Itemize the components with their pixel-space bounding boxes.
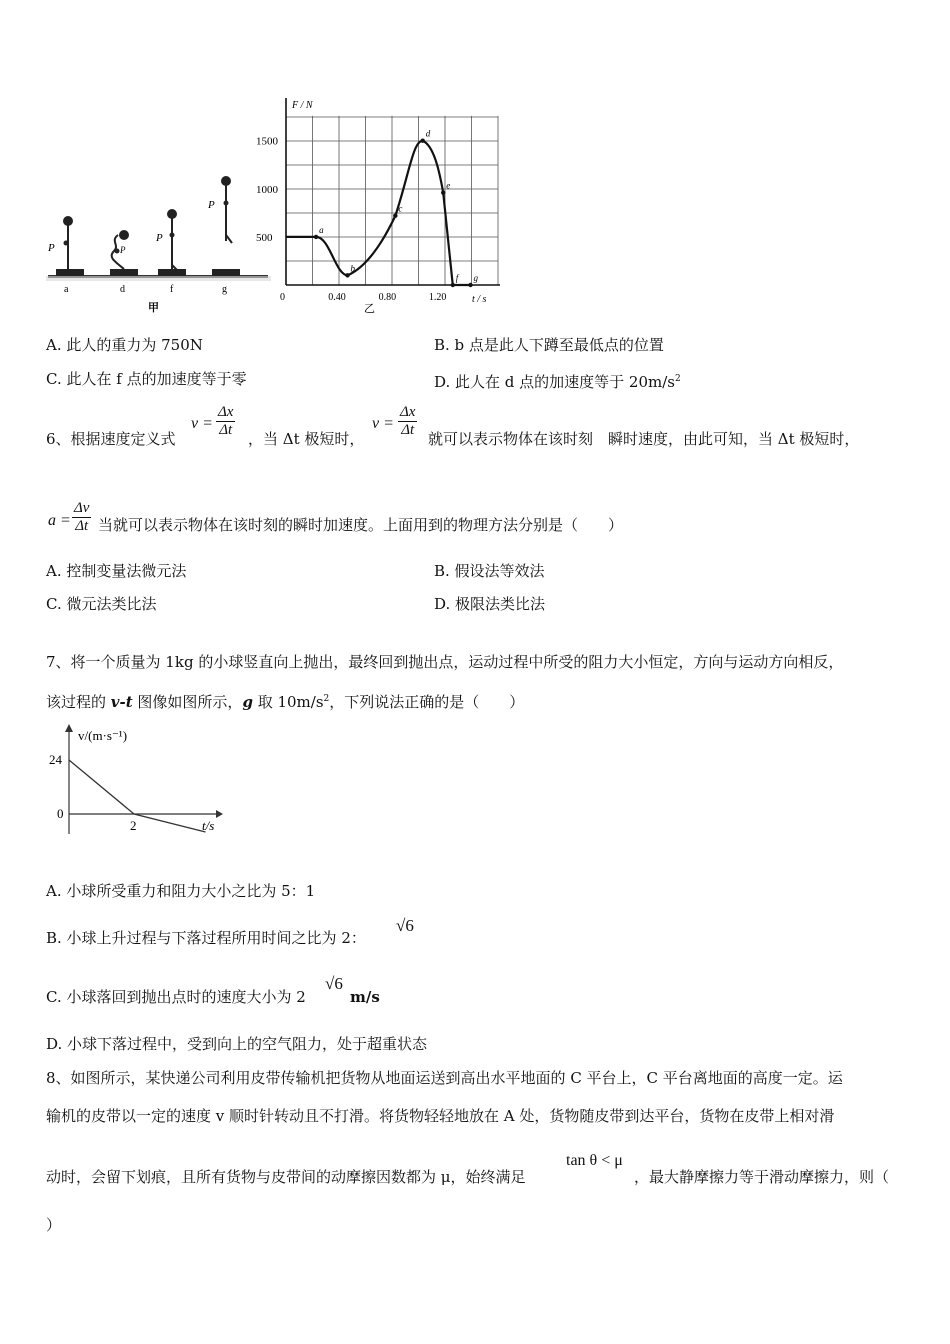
p-label-d: P xyxy=(120,245,126,255)
vt-tick-24: 24 xyxy=(49,752,62,767)
origin-label: 0 xyxy=(280,292,285,303)
data-point-e xyxy=(441,190,445,194)
figure-caption-right: 乙 xyxy=(364,303,375,315)
vt-line xyxy=(69,760,206,832)
q6-formula2-fraction xyxy=(398,404,417,439)
stance-label-a: a xyxy=(64,284,69,295)
y-tick-label: 1500 xyxy=(256,135,278,148)
q5-option-d-text: D. 此人在 d 点的加速度等于 20m/s xyxy=(434,373,675,391)
q7-line2-c: 取 10m/s xyxy=(252,693,324,711)
data-point-c xyxy=(393,214,397,218)
point-label-g: g xyxy=(473,273,479,283)
data-point-a xyxy=(314,235,318,239)
q5-option-c[interactable]: C. 此人在 f 点的加速度等于零 xyxy=(46,370,247,388)
vt-tick-2: 2 xyxy=(130,818,137,833)
person-a xyxy=(56,216,84,276)
point-label-b: b xyxy=(350,263,356,274)
stance-figure xyxy=(44,165,274,315)
q7-option-a[interactable]: A. 小球所受重力和阻力大小之比为 5：1 xyxy=(46,882,316,900)
force-time-chart xyxy=(250,92,500,317)
q6-formula2-num: Δx xyxy=(400,404,416,420)
q7-option-c-unit: m/s xyxy=(350,988,380,1006)
q6-mid2: 就可以表示物体在该时刻 瞬时速度，由此可知，当 Δt 极短时， xyxy=(428,430,860,448)
q7-line2-b: 图像如图所示， xyxy=(132,693,243,711)
q6-option-b[interactable]: B. 假设法等效法 xyxy=(434,562,545,580)
point-label-d: d xyxy=(425,128,431,139)
q6-formula3-lhs: a = xyxy=(48,512,71,529)
vt-y-label: v/(m·s⁻¹) xyxy=(78,728,128,743)
q6-formula1-num: Δx xyxy=(218,404,234,420)
q6-formula3-den: Δt xyxy=(75,518,89,534)
q8-inequality: tan θ < μ xyxy=(566,1152,623,1169)
q7-g-symbol: g xyxy=(242,693,253,711)
q7-line1: 7、将一个质量为 1kg 的小球竖直向上抛出，最终回到抛出点，运动过程中所受的阻力大小恒定，方向与运动方向相反， xyxy=(46,653,844,671)
q7-option-c-radical: √6 xyxy=(325,974,343,993)
q8-line4: ） xyxy=(46,1216,62,1234)
q8-line2: 输机的皮带以一定的速度 v 顺时针转动且不打滑。将货物轻轻地放在 A 处，货物随皮带到达平台，货物在皮带上相对滑 xyxy=(46,1107,835,1125)
p-label-f: P xyxy=(156,232,163,244)
vt-tick-0: 0 xyxy=(57,806,64,821)
velocity-time-chart xyxy=(44,722,234,842)
point-label-e: e xyxy=(446,180,451,191)
p-label-a: P xyxy=(48,242,55,254)
point-label-c: c xyxy=(398,203,403,214)
data-point-f xyxy=(451,283,455,287)
x-tick-label: 1.20 xyxy=(428,292,447,303)
vt-x-arrow xyxy=(216,810,223,818)
x-tick-label: 0.40 xyxy=(328,292,346,303)
q6-formula2-lhs: v = xyxy=(372,415,394,432)
q8-line3b: ，最大静摩擦力等于滑动摩擦力，则（ xyxy=(634,1168,890,1186)
q6-option-d[interactable]: D. 极限法类比法 xyxy=(434,595,546,613)
data-point-d xyxy=(421,139,425,143)
q5-option-a[interactable]: A. 此人的重力为 750N xyxy=(46,336,203,354)
y-tick-label: 1000 xyxy=(256,183,278,196)
q6-tail: 当就可以表示物体在该时刻的瞬时加速度。上面用到的物理方法分别是（ ） xyxy=(98,516,624,534)
person-g xyxy=(212,176,240,276)
data-point-g xyxy=(468,283,472,287)
q7-line2 xyxy=(46,689,524,712)
q6-option-c[interactable]: C. 微元法类比法 xyxy=(46,595,157,613)
q6-formula1-lhs: v = xyxy=(191,415,213,432)
q7-option-c-text: C. 小球落回到抛出点时的速度大小为 2 xyxy=(46,988,306,1006)
stance-label-g: g xyxy=(222,284,227,295)
q6-formula1-fraction xyxy=(216,404,235,439)
q7-option-b-radical: √6 xyxy=(396,916,414,935)
q5-option-d-sup: 2 xyxy=(675,374,681,384)
q7-vt-symbol: v-t xyxy=(110,693,133,711)
q7-option-d[interactable]: D. 小球下落过程中，受到向上的空气阻力，处于超重状态 xyxy=(46,1035,428,1053)
q5-option-d[interactable] xyxy=(434,369,681,392)
stance-label-f: f xyxy=(170,284,174,295)
point-label-f: f xyxy=(455,273,459,283)
y-tick-label: 500 xyxy=(256,231,273,244)
vt-y-arrow xyxy=(65,724,73,732)
q7-option-b-text: B. 小球上升过程与下落过程所用时间之比为 2： xyxy=(46,929,366,947)
vt-x-label: t/s xyxy=(202,818,215,833)
q7-option-c[interactable] xyxy=(46,987,306,1007)
q6-formula1-den: Δt xyxy=(219,422,233,438)
stance-label-d: d xyxy=(120,284,125,295)
x-tick-label: 0.80 xyxy=(378,292,397,303)
q5-option-b[interactable]: B. b 点是此人下蹲至最低点的位置 xyxy=(434,336,664,354)
q7-line2-d: ，下列说法正确的是（ ） xyxy=(329,693,525,711)
q7-line2-sup: 2 xyxy=(323,694,330,704)
point-label-a: a xyxy=(319,224,324,235)
p-label-g: P xyxy=(208,199,215,211)
x-axis-label: t / s xyxy=(472,294,487,305)
q6-formula2-den: Δt xyxy=(401,422,415,438)
q6-mid1: ，当 Δt 极短时， xyxy=(248,430,365,448)
y-axis-label: F / N xyxy=(292,100,313,111)
q8-line3a: 动时，会留下划痕，且所有货物与皮带间的动摩擦因数都为 μ，始终满足 xyxy=(46,1168,526,1186)
q6-prefix: 6、根据速度定义式 xyxy=(46,430,176,448)
q7-option-b[interactable] xyxy=(46,928,366,948)
q6-formula3-fraction xyxy=(72,500,91,535)
q7-line2-a: 该过程的 xyxy=(46,693,111,711)
q6-formula3-num: Δv xyxy=(74,500,90,516)
figure-caption-left: 甲 xyxy=(148,302,159,314)
data-point-b xyxy=(345,273,349,277)
q8-line1: 8、如图所示，某快递公司利用皮带传输机把货物从地面运送到高出水平地面的 C 平台上，C 平台离地面的高度一定。运 xyxy=(46,1069,843,1087)
q6-option-a[interactable]: A. 控制变量法微元法 xyxy=(46,562,187,580)
